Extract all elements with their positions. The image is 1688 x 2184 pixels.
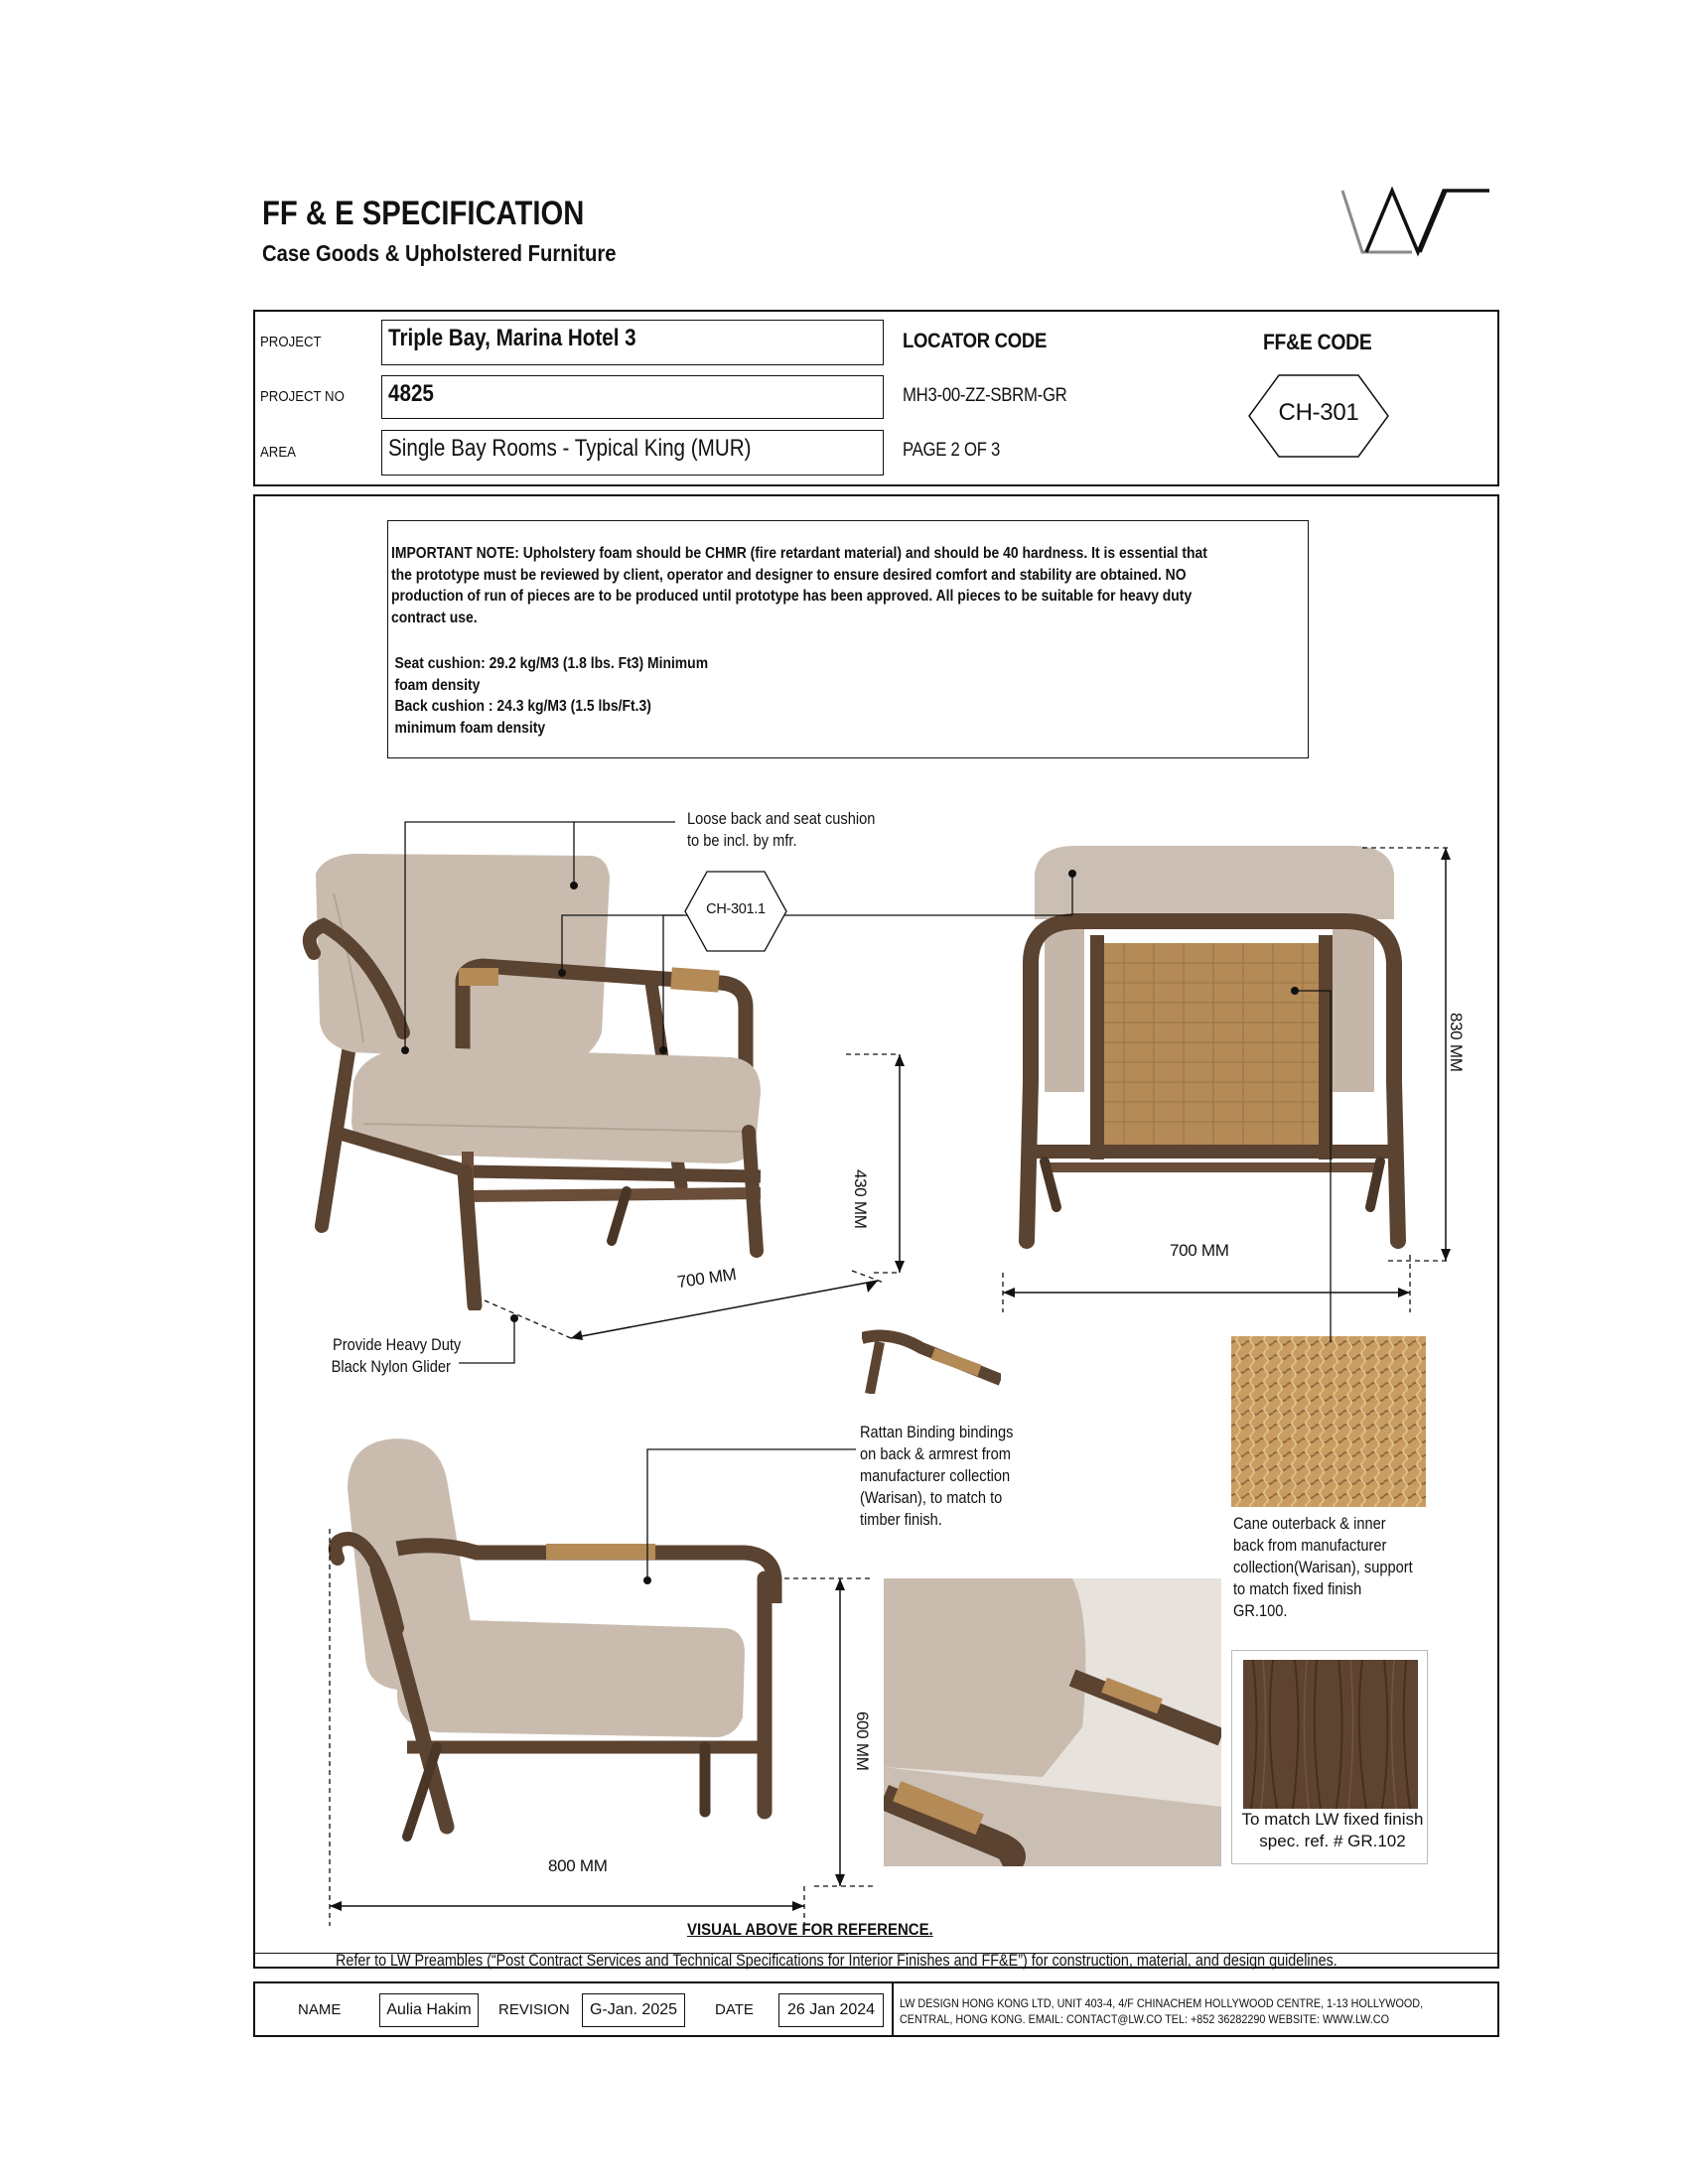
rattan-callout-line-1: Rattan Binding bindings (860, 1423, 1014, 1441)
area-label: AREA (260, 444, 296, 461)
back-cushion-line-1: Back cushion : 24.3 kg/M3 (1.5 lbs/Ft.3) (394, 698, 651, 715)
front-width-dimension: 700 MM (666, 1262, 748, 1297)
seat-height-dimension: 430 MM (851, 1169, 870, 1229)
cane-callout-line-2: back from manufacturer (1233, 1536, 1387, 1555)
footer-divider (892, 1981, 894, 2037)
area-value: Single Bay Rooms - Typical King (MUR) (388, 435, 752, 462)
locator-code-value: MH3-00-ZZ-SBRM-GR (903, 385, 1067, 406)
arm-height-dimension: 600 MM (853, 1711, 872, 1771)
project-label: PROJECT (260, 334, 322, 350)
project-no-label: PROJECT NO (260, 388, 345, 405)
address-line-1: LW DESIGN HONG KONG LTD, UNIT 403-4, 4/F CHINACHEM HOLLYWOOD CENTRE, 1-13 HOLLYWOOD, (900, 1996, 1424, 2010)
cane-callout (1233, 1513, 1442, 1622)
glider-callout-line-2: Black Nylon Glider (331, 1357, 451, 1376)
address-line-2: CENTRAL, HONG KONG. EMAIL: CONTACT@LW.CO TEL: +852 36282290 WEBSITE: WWW.LW.CO (900, 2012, 1389, 2026)
date-value: 26 Jan 2024 (778, 1993, 884, 2027)
sub-code-label: CH-301.1 (706, 901, 766, 917)
cane-callout-line-1: Cane outerback & inner (1233, 1514, 1386, 1533)
back-cushion-line-2: minimum foam density (394, 719, 546, 737)
note-line-2: the prototype must be reviewed by client, operator and designer to ensure desired comfort and stability are obtained. NO (391, 566, 1187, 584)
ffe-code-label: FF&E CODE (1263, 330, 1372, 354)
document-subtitle: Case Goods & Upholstered Furniture (262, 240, 617, 266)
cushion-callout-line-1: Loose back and seat cushion (687, 809, 876, 828)
cushion-callout (687, 808, 906, 852)
name-label: NAME (298, 2001, 342, 2018)
visual-reference-note: VISUAL ABOVE FOR REFERENCE. (687, 1920, 933, 1939)
cushion-callout-line-2: to be incl. by mfr. (687, 831, 797, 850)
date-label: DATE (715, 2001, 754, 2018)
page-number: PAGE 2 OF 3 (903, 440, 1001, 461)
name-value: Aulia Hakim (379, 1993, 479, 2027)
back-width-dimension: 700 MM (1144, 1239, 1255, 1263)
rattan-callout-line-5: timber finish. (860, 1510, 942, 1529)
rattan-callout-line-4: (Warisan), to match to (860, 1488, 1003, 1507)
seat-cushion-line-2: foam density (394, 676, 481, 694)
note-line-3: production of run of pieces are to be produced until prototype has been approved. All pieces to be suitable for heavy duty (391, 588, 1193, 605)
company-address (900, 1995, 1423, 2027)
wood-callout (1235, 1809, 1430, 1852)
rattan-callout-line-3: manufacturer collection (860, 1466, 1011, 1485)
project-no-value: 4825 (388, 380, 434, 407)
rattan-callout-line-2: on back & armrest from (860, 1444, 1011, 1463)
document-title: FF & E SPECIFICATION (262, 195, 585, 232)
note-line-1: IMPORTANT NOTE: Upholstery foam should be CHMR (fire retardant material) and should be 40 hardness. It is essential that (391, 545, 1207, 562)
cane-callout-line-5: GR.100. (1233, 1601, 1288, 1620)
revision-label: REVISION (498, 2001, 570, 2018)
ffe-code-value: CH-301 (1278, 399, 1359, 426)
glider-callout-line-1: Provide Heavy Duty (333, 1335, 462, 1354)
cane-callout-line-3: collection(Warisan), support (1233, 1558, 1413, 1576)
side-depth-dimension: 800 MM (528, 1852, 628, 1880)
rattan-callout (860, 1422, 1039, 1531)
wood-callout-line-2: spec. ref. # GR.102 (1259, 1832, 1406, 1850)
locator-code-label: LOCATOR CODE (903, 330, 1048, 352)
wood-callout-line-1: To match LW fixed finish (1241, 1810, 1424, 1829)
note-line-4: contract use. (391, 609, 478, 626)
preambles-reference: Refer to LW Preambles (“Post Contract Services and Technical Specifications for Interior Finishes and FF&E”) for construction, material, and design guidelines. (336, 1952, 1337, 1970)
seat-cushion-line-1: Seat cushion: 29.2 kg/M3 (1.8 lbs. Ft3) Minimum (394, 655, 709, 672)
glider-callout (312, 1334, 462, 1378)
overall-height-dimension: 830 MM (1447, 1013, 1466, 1072)
revision-value: G-Jan. 2025 (582, 1993, 685, 2027)
cane-callout-line-4: to match fixed finish (1233, 1579, 1362, 1598)
project-value: Triple Bay, Marina Hotel 3 (388, 325, 636, 351)
